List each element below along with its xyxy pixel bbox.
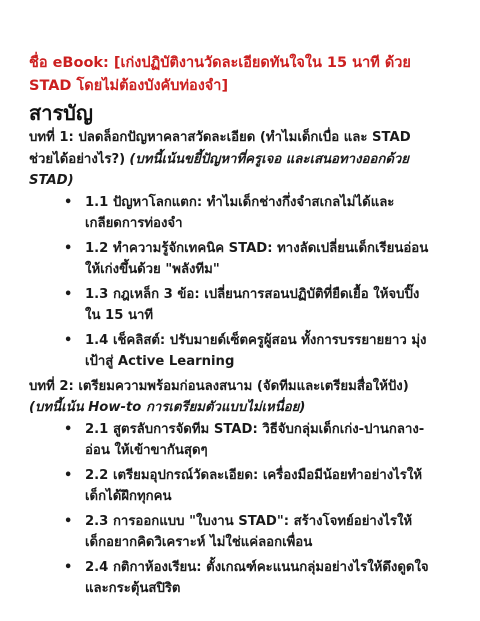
item-text: 2.4 กติกาห้องเรียน: ตั้งเกณฑ์คะแนนกลุ่มอย่างไรให้ดึงดูดใจและกระตุ้นสปิริต: [85, 559, 429, 596]
bullet-icon: •: [64, 513, 73, 529]
toc-heading: สารบัญ: [29, 101, 93, 125]
chapter-2-title: บทที่ 2: เตรียมความพร้อมก่อนลงสนาม (จัดทีมและเตรียมสื่อให้ปัง): [29, 378, 409, 394]
list-item: [55, 465, 430, 508]
bullet-icon: •: [64, 332, 73, 348]
item-text: 2.1 สูตรลับการจัดทีม STAD: วิธีจับกลุ่มเด็กเก่ง-ปานกลาง-อ่อน ให้เข้าขากันสุดๆ: [85, 421, 425, 458]
bullet-icon: •: [64, 194, 73, 210]
chapter-1: [29, 127, 430, 192]
bullet-icon: •: [64, 421, 73, 437]
list-item: [55, 284, 430, 327]
chapter-1-note: (บทนี้เน้นขยี้ปัญหาที่ครูเจอ และเสนอทางออกด้วย STAD): [29, 151, 410, 188]
list-item: [55, 330, 430, 373]
bullet-icon: •: [64, 467, 73, 483]
chapter-1-title: บทที่ 1: ปลดล็อกปัญหาคลาสวัดละเอียด (ทำไมเด็กเบื่อ และ STAD ช่วยได้อย่างไร?): [29, 130, 411, 167]
item-text: 2.3 การออกแบบ "ใบงาน STAD": สร้างโจทย์อย่างไรให้เด็กอยากคิดวิเคราะห์ ไม่ใช่แค่ลอกเพื่อน: [85, 513, 413, 550]
chapter-2: [29, 376, 430, 419]
list-item: [55, 419, 430, 462]
item-text: 1.1 ปัญหาโลกแตก: ทำไมเด็กช่างกึ่งจำสเกลไม่ได้และเกลียดการท่องจำ: [85, 194, 395, 231]
list-item: [55, 192, 430, 235]
list-item: [55, 557, 430, 600]
item-text: 1.2 ทำความรู้จักเทคนิค STAD: ทางลัดเปลี่ยนเด็กเรียนอ่อนให้เก่งขึ้นด้วย "พลังทีม": [85, 240, 429, 277]
bullet-icon: •: [64, 559, 73, 575]
list-item: [55, 238, 430, 281]
chapter-2-note: (บทนี้เน้น How-to การเตรียมตัวแบบไม่เหนื่อย): [29, 400, 306, 415]
ebook-title: ชื่อ eBook: [เก่งปฏิบัติงานวัดละเอียดทันใจใน 15 นาที ด้วย STAD โดยไม่ต้องบังคับท่องจำ]: [29, 55, 411, 94]
chapter-2-items: [29, 419, 430, 600]
item-text: 1.3 กฎเหล็ก 3 ข้อ: เปลี่ยนการสอนปฏิบัติที่ยืดเยื้อ ให้จบปิ๊งใน 15 นาที: [85, 286, 420, 323]
list-item: [55, 511, 430, 554]
item-text: 2.2 เตรียมอุปกรณ์วัดละเอียด: เครื่องมือมีน้อยทำอย่างไรให้เด็กได้ฝึกทุกคน: [85, 467, 423, 504]
chapter-1-items: [29, 192, 430, 373]
bullet-icon: •: [64, 240, 73, 256]
bullet-icon: •: [64, 286, 73, 302]
item-text: 1.4 เช็คลิสต์: ปรับมายด์เซ็ตครูผู้สอน ทั้งการบรรยายยาว มุ่งเป้าสู่ Active Learning: [85, 332, 427, 369]
